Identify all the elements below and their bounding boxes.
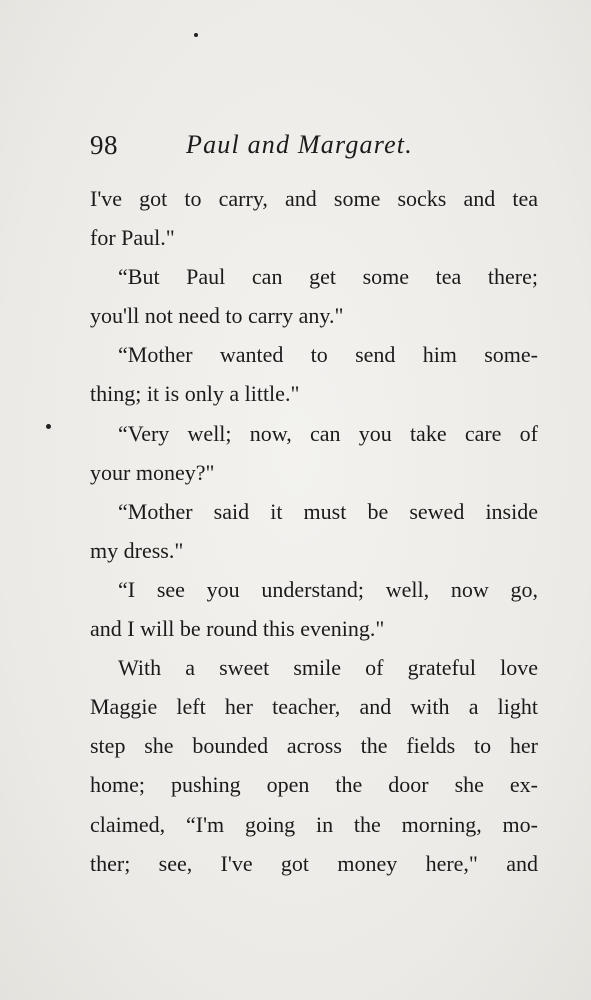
text-line: claimed, “I'm going in the morning, mo- — [90, 811, 538, 837]
text-line: “I see you understand; well, now go, — [118, 576, 538, 602]
body-text — [90, 179, 538, 883]
text-line: you'll not need to carry any." — [90, 303, 344, 329]
text-line: “Mother wanted to send him some- — [118, 342, 538, 368]
text-line: I've got to carry, and some socks and tea — [90, 186, 538, 211]
page-number: 98 — [90, 130, 118, 160]
text-line: With a sweet smile of grateful love — [118, 655, 538, 681]
text-line: “But Paul can get some tea there; — [118, 264, 538, 290]
text-line: and I will be round this evening." — [90, 616, 385, 642]
text-line: ther; see, I've got money here," and — [90, 850, 538, 876]
text-line: Maggie left her teacher, and with a light — [90, 694, 538, 720]
running-header — [90, 128, 539, 162]
ink-speck-margin — [46, 424, 51, 429]
text-line: your money?" — [90, 459, 215, 485]
text-line: “Mother said it must be sewed inside — [118, 498, 538, 524]
text-line: thing; it is only a little." — [90, 381, 300, 407]
text-line: “Very well; now, can you take care of — [118, 420, 538, 446]
text-line: my dress." — [90, 537, 184, 563]
text-line: home; pushing open the door she ex- — [90, 772, 538, 798]
running-title: Paul and Margaret. — [186, 130, 413, 159]
text-line: for Paul." — [90, 225, 175, 251]
ink-speck-top — [194, 33, 198, 37]
text-line: step she bounded across the fields to her — [90, 733, 538, 759]
